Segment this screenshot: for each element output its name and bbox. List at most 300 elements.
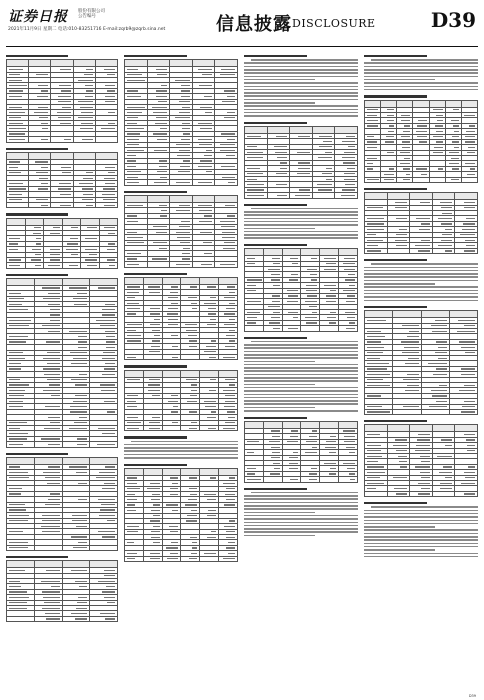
table-cell xyxy=(143,426,162,431)
table-row xyxy=(245,477,358,482)
table-header-cell xyxy=(34,457,62,464)
table-row xyxy=(125,180,238,185)
table-cell xyxy=(215,262,238,267)
text-line xyxy=(131,441,238,443)
table-header-cell xyxy=(7,457,35,464)
text-line xyxy=(244,102,315,104)
table-header-row xyxy=(125,60,238,67)
table-caption xyxy=(124,191,187,193)
text-line xyxy=(244,347,358,349)
text-line xyxy=(364,543,478,545)
text-line xyxy=(244,384,315,386)
table-block xyxy=(6,148,118,209)
text-heading xyxy=(244,337,307,339)
table-header-cell xyxy=(162,468,181,475)
text-line xyxy=(244,387,358,389)
table-cell xyxy=(387,248,410,253)
text-line xyxy=(244,367,358,369)
text-line xyxy=(244,397,358,399)
data-table xyxy=(364,310,478,415)
table-row xyxy=(245,326,358,331)
table-cell xyxy=(339,477,358,482)
table-header-cell xyxy=(263,249,282,256)
text-line xyxy=(364,286,478,288)
text-line xyxy=(244,495,358,497)
table-header-row xyxy=(125,277,238,284)
table-cell xyxy=(335,193,358,198)
text-line xyxy=(364,520,478,522)
table-header-cell xyxy=(381,100,397,107)
text-line xyxy=(244,72,358,74)
text-line xyxy=(244,394,358,396)
table-cell xyxy=(387,491,410,496)
table-header-cell xyxy=(219,468,238,475)
table-caption xyxy=(364,420,427,422)
table-block xyxy=(6,453,118,551)
table-header-cell xyxy=(44,218,63,225)
text-line xyxy=(251,59,358,61)
table-header-cell xyxy=(200,370,219,377)
text-line xyxy=(244,105,358,107)
text-line xyxy=(244,218,358,220)
table-cell xyxy=(143,354,162,359)
table-header-cell xyxy=(267,126,290,133)
text-heading xyxy=(244,488,307,490)
data-table xyxy=(6,560,118,622)
text-line xyxy=(244,112,358,114)
text-block xyxy=(124,436,238,458)
table-header-cell xyxy=(200,468,219,475)
table-block xyxy=(124,273,238,361)
text-line xyxy=(244,344,358,346)
table-caption xyxy=(364,306,427,308)
table-header-row xyxy=(365,311,478,318)
text-line xyxy=(244,69,358,71)
table-cell xyxy=(81,263,100,268)
text-line xyxy=(244,62,358,64)
table-header-cell xyxy=(125,277,144,284)
table-header-cell xyxy=(445,100,461,107)
table-block xyxy=(124,464,238,562)
text-line xyxy=(364,529,478,531)
text-line xyxy=(364,290,478,292)
text-line xyxy=(364,293,478,295)
table-cell xyxy=(282,477,301,482)
table-cell xyxy=(181,556,200,561)
table-block xyxy=(364,95,478,183)
table-row xyxy=(7,263,118,268)
table-cell xyxy=(455,491,478,496)
table-header-cell xyxy=(215,195,238,202)
table-cell xyxy=(7,616,35,621)
table-header-cell xyxy=(25,218,44,225)
text-line xyxy=(364,270,478,272)
table-header-cell xyxy=(90,278,118,285)
data-table xyxy=(6,457,118,551)
table-cell xyxy=(282,326,301,331)
text-heading xyxy=(124,436,187,438)
table-header-cell xyxy=(320,249,339,256)
table-cell xyxy=(200,556,219,561)
table-caption xyxy=(124,55,187,57)
table-cell xyxy=(62,616,90,621)
masthead-subline-2: 公告编号 xyxy=(78,14,96,19)
table-header-row xyxy=(7,457,118,464)
table-header-cell xyxy=(320,421,339,428)
table-header-cell xyxy=(147,195,170,202)
table-header-cell xyxy=(301,421,320,428)
text-line xyxy=(244,522,358,524)
table-cell xyxy=(125,426,144,431)
data-table xyxy=(244,126,358,199)
text-line xyxy=(364,300,478,302)
table-cell xyxy=(432,248,455,253)
table-header-cell xyxy=(429,100,445,107)
table-row xyxy=(125,262,238,267)
table-header-cell xyxy=(397,100,413,107)
table-header-cell xyxy=(393,311,421,318)
data-table xyxy=(364,192,478,254)
table-row xyxy=(7,442,118,447)
table-cell xyxy=(245,193,268,198)
table-header-cell xyxy=(162,370,181,377)
table-cell xyxy=(200,426,219,431)
table-cell xyxy=(181,354,200,359)
table-row xyxy=(125,556,238,561)
text-line xyxy=(364,280,478,282)
table-header-cell xyxy=(7,60,29,67)
table-row xyxy=(125,354,238,359)
table-cell xyxy=(7,263,26,268)
table-cell xyxy=(301,477,320,482)
table-cell xyxy=(99,263,118,268)
table-cell xyxy=(219,426,238,431)
table-cell xyxy=(162,556,181,561)
table-cell xyxy=(410,491,433,496)
table-cell xyxy=(365,491,388,496)
page-number: D39 xyxy=(430,8,476,32)
table-header-cell xyxy=(170,195,193,202)
table-block xyxy=(364,188,478,254)
table-header-cell xyxy=(461,100,477,107)
text-line xyxy=(124,454,238,456)
text-line xyxy=(371,506,478,508)
text-line xyxy=(371,263,478,265)
text-line xyxy=(244,410,358,412)
text-block xyxy=(244,55,358,117)
text-block xyxy=(364,259,478,301)
text-line xyxy=(124,444,238,446)
table-header-cell xyxy=(455,193,478,200)
table-cell xyxy=(73,137,95,142)
data-table xyxy=(124,277,238,360)
table-row xyxy=(7,202,118,207)
table-cell xyxy=(245,326,264,331)
table-cell xyxy=(125,262,148,267)
text-line xyxy=(244,237,358,239)
table-cell xyxy=(125,180,148,185)
table-header-row xyxy=(245,249,358,256)
text-line xyxy=(244,234,358,236)
table-cell xyxy=(445,177,461,182)
text-line xyxy=(244,82,358,84)
table-caption xyxy=(6,453,68,455)
text-line xyxy=(244,525,358,527)
table-block xyxy=(6,274,118,448)
table-cell xyxy=(413,177,429,182)
text-line xyxy=(124,447,238,449)
table-caption xyxy=(6,556,68,558)
table-header-row xyxy=(7,561,118,568)
table-header-cell xyxy=(181,468,200,475)
text-line xyxy=(244,518,358,520)
table-header-cell xyxy=(455,425,478,432)
text-line xyxy=(364,533,478,535)
text-line xyxy=(124,457,238,459)
table-header-cell xyxy=(73,152,95,159)
table-header-cell xyxy=(125,370,144,377)
paragraph xyxy=(244,492,358,536)
text-line xyxy=(244,531,358,533)
table-header-cell xyxy=(365,425,388,432)
table-header-row xyxy=(125,195,238,202)
content-columns xyxy=(6,52,478,692)
table-block xyxy=(124,55,238,186)
text-line xyxy=(244,66,358,68)
table-cell xyxy=(90,545,118,550)
text-line xyxy=(364,79,435,81)
paragraph xyxy=(244,341,358,412)
text-line xyxy=(244,354,358,356)
table-header-cell xyxy=(432,193,455,200)
table-caption xyxy=(6,274,68,276)
text-line xyxy=(364,546,478,548)
table-cell xyxy=(267,193,290,198)
table-cell xyxy=(181,426,200,431)
table-cell xyxy=(449,409,477,414)
text-line xyxy=(244,498,358,500)
table-header-cell xyxy=(7,218,26,225)
table-caption xyxy=(6,213,68,215)
text-line xyxy=(364,86,478,88)
text-line xyxy=(244,231,358,233)
table-header-cell xyxy=(125,468,144,475)
text-line xyxy=(244,377,358,379)
table-cell xyxy=(461,177,477,182)
text-line xyxy=(244,400,358,402)
table-header-cell xyxy=(263,421,282,428)
table-cell xyxy=(7,545,35,550)
table-cell xyxy=(147,180,170,185)
data-table xyxy=(124,195,238,268)
table-header-cell xyxy=(34,278,62,285)
column-3 xyxy=(244,52,358,692)
table-header-cell xyxy=(365,193,388,200)
text-line xyxy=(364,539,478,541)
table-cell xyxy=(7,137,29,142)
text-block xyxy=(244,488,358,537)
table-cell xyxy=(245,477,264,482)
text-line xyxy=(244,92,358,94)
table-block xyxy=(364,420,478,497)
table-block xyxy=(244,244,358,332)
table-header-cell xyxy=(365,311,393,318)
column-4 xyxy=(364,52,478,692)
table-header-cell xyxy=(62,218,81,225)
table-row xyxy=(7,137,118,142)
table-cell xyxy=(455,248,478,253)
table-block xyxy=(6,55,118,143)
text-line xyxy=(244,76,358,78)
text-line xyxy=(364,273,478,275)
table-cell xyxy=(301,326,320,331)
table-header-row xyxy=(7,152,118,159)
text-line xyxy=(364,76,478,78)
data-table xyxy=(364,100,478,183)
text-heading xyxy=(364,55,427,57)
table-cell xyxy=(432,491,455,496)
text-line xyxy=(244,535,315,537)
text-line xyxy=(244,228,315,230)
text-line xyxy=(364,72,478,74)
table-header-cell xyxy=(410,193,433,200)
table-header-cell xyxy=(339,249,358,256)
data-table xyxy=(124,370,238,432)
text-block xyxy=(364,502,478,557)
table-cell xyxy=(143,556,162,561)
table-cell xyxy=(90,616,118,621)
table-header-cell xyxy=(62,457,90,464)
table-header-cell xyxy=(365,100,381,107)
table-cell xyxy=(429,177,445,182)
table-header-cell xyxy=(410,425,433,432)
text-line xyxy=(244,221,358,223)
table-caption xyxy=(364,95,427,97)
text-line xyxy=(244,211,358,213)
text-line xyxy=(251,208,358,210)
text-block xyxy=(244,204,358,239)
table-row xyxy=(365,491,478,496)
table-caption xyxy=(244,417,307,419)
table-cell xyxy=(95,137,117,142)
table-cell xyxy=(365,177,381,182)
table-block xyxy=(6,556,118,622)
text-line xyxy=(364,556,478,558)
text-line xyxy=(244,357,358,359)
text-line xyxy=(364,296,478,298)
table-header-cell xyxy=(387,425,410,432)
table-cell xyxy=(44,263,63,268)
text-line xyxy=(244,224,358,226)
table-header-cell xyxy=(62,278,90,285)
table-cell xyxy=(320,326,339,331)
table-cell xyxy=(25,263,44,268)
text-line xyxy=(251,492,358,494)
table-header-cell xyxy=(95,60,117,67)
data-table xyxy=(6,59,118,142)
table-header-cell xyxy=(125,195,148,202)
table-header-cell xyxy=(449,311,477,318)
table-cell xyxy=(290,193,313,198)
table-header-cell xyxy=(181,370,200,377)
data-table xyxy=(6,278,118,448)
text-heading xyxy=(244,55,307,57)
table-cell xyxy=(147,262,170,267)
table-header-cell xyxy=(245,126,268,133)
table-header-cell xyxy=(192,60,215,67)
text-line xyxy=(364,89,478,91)
table-header-cell xyxy=(143,468,162,475)
table-header-cell xyxy=(219,277,238,284)
table-cell xyxy=(29,137,51,142)
table-caption xyxy=(244,244,307,246)
text-line xyxy=(244,86,358,88)
masthead xyxy=(6,0,478,47)
table-cell xyxy=(29,202,51,207)
text-line xyxy=(244,390,358,392)
table-header-cell xyxy=(90,561,118,568)
paragraph xyxy=(244,208,358,239)
table-cell xyxy=(51,202,73,207)
table-cell xyxy=(7,202,29,207)
table-cell xyxy=(339,326,358,331)
table-header-cell xyxy=(143,277,162,284)
table-cell xyxy=(34,442,62,447)
text-heading xyxy=(244,204,307,206)
text-line xyxy=(364,526,435,528)
text-block xyxy=(244,337,358,412)
text-block xyxy=(364,55,478,90)
table-cell xyxy=(200,354,219,359)
table-cell xyxy=(125,354,144,359)
table-block xyxy=(6,213,118,268)
section-title-en: DISCLOSURE xyxy=(292,17,376,30)
table-header-row xyxy=(7,278,118,285)
text-line xyxy=(364,69,478,71)
table-block xyxy=(124,365,238,431)
table-row xyxy=(365,248,478,253)
table-header-cell xyxy=(335,126,358,133)
text-line xyxy=(364,283,435,285)
text-line xyxy=(244,115,358,117)
table-header-cell xyxy=(7,561,35,568)
text-line xyxy=(244,109,358,111)
table-header-row xyxy=(125,370,238,377)
table-header-cell xyxy=(387,193,410,200)
text-heading xyxy=(364,259,427,261)
table-cell xyxy=(162,354,181,359)
table-cell xyxy=(125,556,144,561)
paragraph xyxy=(364,263,478,301)
text-line xyxy=(364,276,478,278)
text-line xyxy=(244,528,358,530)
masthead-subline xyxy=(78,9,105,19)
table-cell xyxy=(393,409,421,414)
table-header-cell xyxy=(162,277,181,284)
paragraph xyxy=(244,59,358,117)
paragraph xyxy=(364,59,478,90)
table-header-cell xyxy=(215,60,238,67)
table-cell xyxy=(397,177,413,182)
table-header-cell xyxy=(62,561,90,568)
table-header-row xyxy=(365,425,478,432)
text-heading xyxy=(364,502,427,504)
text-line xyxy=(364,523,478,525)
table-cell xyxy=(365,248,388,253)
table-header-cell xyxy=(99,218,118,225)
text-line xyxy=(364,66,478,68)
text-line xyxy=(244,403,358,405)
